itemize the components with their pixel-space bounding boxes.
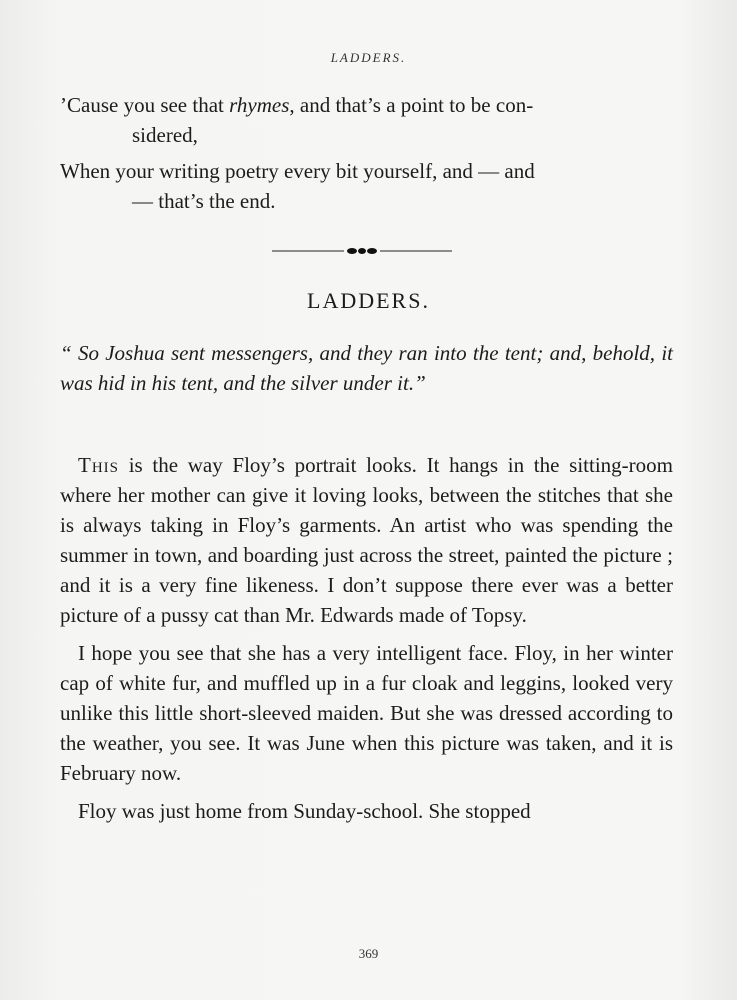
verse-line-1-emphasis: rhymes [229, 93, 290, 117]
page-number: 369 [358, 946, 379, 961]
paragraph-1-lead-word: This [78, 453, 119, 477]
paragraph-2: I hope you see that she has a very intelligent face. Floy, in her winter cap of white fur, and muffled up in a fur cloak and leggins, looked very unlike this little short-sleeved maiden. But she was dressed according to the weather, you see. It was June when this picture was taken, and it is February now. [60, 641, 673, 785]
verse-line-2-text: When your writing poetry every bit yourself, and — and [60, 159, 535, 183]
paragraph-1-text: is the way Floy’s portrait looks. It hangs in the sitting-room where her mother can give it loving looks, between the stitches that she is always taking in Floy’s garments. An artist who was spending the summer in town, and boarding just across the street, painted the picture ; and it is a very fine likeness. I don’t suppose there ever was a better picture of a pussy cat than Mr. Edwards made of Topsy. [60, 453, 673, 627]
verse-line-1 [60, 90, 680, 150]
epigraph: “ So Joshua sent messengers, and they ran into the tent; and, behold, it was hid in his tent, and the silver under it.” [60, 341, 673, 395]
section-title: LADDERS. [307, 288, 430, 313]
section-divider-ornament [272, 244, 452, 258]
verse-line-2-continuation: — that’s the end. [132, 189, 276, 213]
verse-line-1-end: , and that’s a point to be con- [289, 93, 534, 117]
body-text [60, 450, 673, 834]
paragraph-3: Floy was just home from Sunday-school. She stopped [78, 799, 531, 823]
running-head: LADDERS. [330, 50, 407, 65]
paragraph-1 [60, 450, 673, 630]
verse-line-1-continuation: sidered, [132, 123, 198, 147]
verse-line-2 [60, 156, 680, 216]
verse-line-1-start: ’Cause you see that [60, 93, 230, 117]
